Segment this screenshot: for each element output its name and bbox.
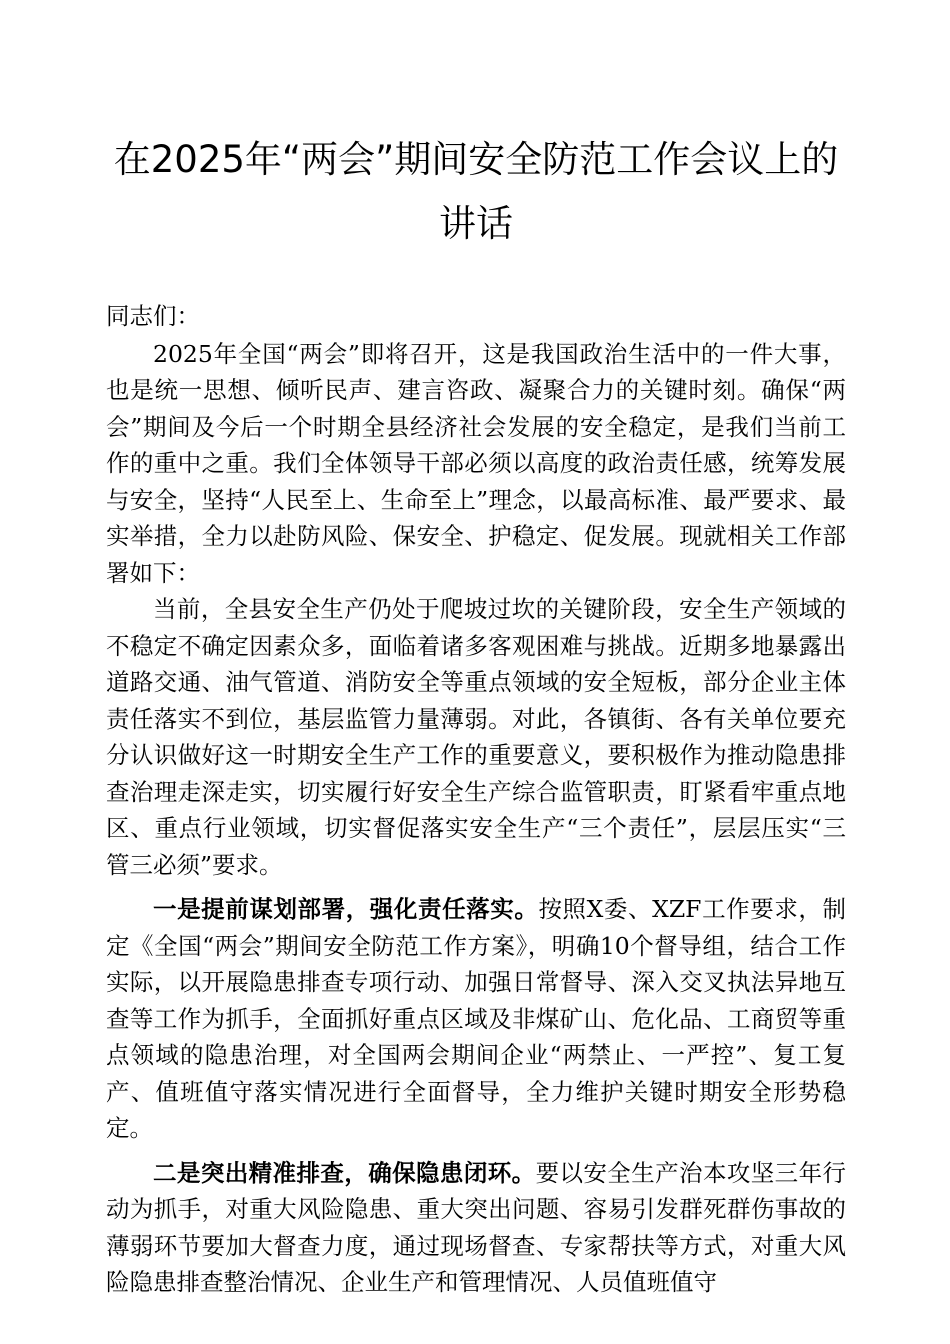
- document-body: [106, 298, 846, 1301]
- paragraph-2-text: 当前，全县安全生产仍处于爬坡过坎的关键阶段，安全生产领域的不稳定不确定因素众多，面临着诸多客观困难与挑战。近期多地暴露出道路交通、油气管道、消防安全等重点领域的安全短板，部分企业主体责任落实不到位，基层监管力量薄弱。对此，各镇街、各有关单位要充分认识做好这一时期安全生产工作的重要意义，要积极作为推动隐患排查治理走深走实，切实履行好安全生产综合监管职责，盯紧看牢重点地区、重点行业领域，切实督促落实安全生产“三个责任”，层层压实“三管三必须”要求。: [106, 595, 846, 879]
- document-title: [106, 128, 846, 256]
- paragraph-4: [106, 1155, 846, 1301]
- paragraph-3: [106, 891, 846, 1147]
- paragraph-4-text: 要以安全生产治本攻坚三年行动为抓手，对重大风险隐患、重大突出问题、容易引发群死群伤事故的薄弱环节要加大督查力度，通过现场督查、专家帮扶等方式，对重大风险隐患排查整治情况、企业生产和管理情况、人员值班值守: [106, 1158, 847, 1296]
- paragraph-3-lead: 一是提前谋划部署，强化责任落实。: [153, 895, 539, 923]
- title-line-2: 讲话: [439, 202, 513, 245]
- paragraph-3-text: 按照X委、XZF工作要求，制定《全国“两会”期间安全防范工作方案》，明确10个督导组，结合工作实际，以开展隐患排查专项行动、加强日常督导、深入交叉执法异地互查等工作为抓手，全面抓好重点区域及非煤矿山、危化品、工商贸等重点领域的隐患治理，对全国两会期间企业“两禁止、一严控”、复工复产、值班值守落实情况进行全面督导，全力维护关键时期安全形势稳定。: [106, 895, 847, 1142]
- title-line-1: 在2025年“两会”期间安全防范工作会议上的: [113, 138, 839, 181]
- paragraph-2: [106, 591, 846, 883]
- paragraph-4-lead: 二是突出精准排查，确保隐患闭环。: [153, 1158, 536, 1187]
- greeting: 同志们：: [106, 302, 200, 330]
- paragraph-1: [106, 336, 846, 592]
- paragraph-1-text: 2025年全国“两会”即将召开，这是我国政治生活中的一件大事，也是统一思想、倾听民声、建言咨政、凝聚合力的关键时刻。确保“两会”期间及今后一个时期全县经济社会发展的安全稳定，是我们当前工作的重中之重。我们全体领导干部必须以高度的政治责任感，统筹发展与安全，坚持“人民至上、生命至上”理念，以最高标准、最严要求、最实举措，全力以赴防风险、保安全、护稳定、促发展。现就相关工作部署如下：: [106, 339, 846, 587]
